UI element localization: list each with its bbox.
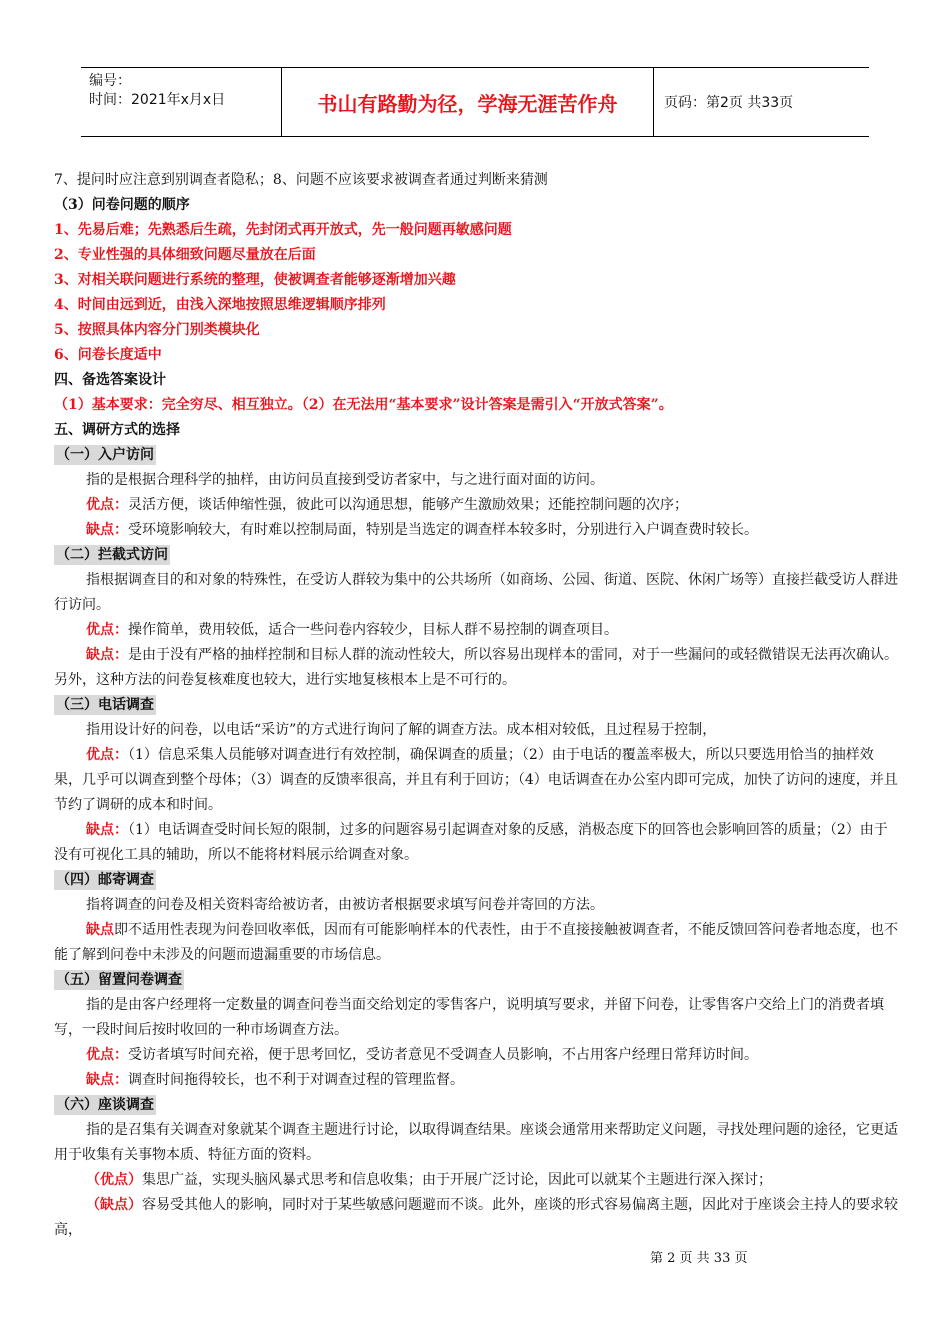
paragraph [54, 643, 898, 693]
paragraph: 指将调查的问卷及相关资料寄给被访者，由被访者根据要求填写问卷并寄回的方法。 [86, 897, 604, 913]
con-text: 受环境影响较大，有时难以控制局面，特别是当选定的调查样本较多时，分别进行入户调查费时较长。 [128, 522, 758, 538]
pro-text: 受访者填写时间充裕，便于思考回忆，受访者意见不受调查人员影响，不占用客户经理日常拜访时间。 [128, 1047, 758, 1063]
paragraph [54, 1068, 898, 1093]
pro-label: 优点： [86, 497, 128, 513]
pro-label: （优点） [86, 1172, 142, 1188]
con-text: 容易受其他人的影响，同时对于某些敏感问题避而不谈。此外，座谈的形式容易偏离主题，因此对于座谈会主持人的要求较高， [54, 1197, 898, 1238]
section-heading: 四、备选答案设计 [54, 372, 166, 388]
pro-text: 操作简单，费用较低，适合一些问卷内容较少，目标人群不易控制的调查项目。 [128, 622, 618, 638]
pro-text: （1）信息采集人员能够对调查进行有效控制，确保调查的质量；（2）由于电话的覆盖率极大，所以只要选用恰当的抽样效果，几乎可以调查到整个母体；（3）调查的反馈率很高，并且有利于回访；（4）电话调查在办公室内即可完成，加快了访问的速度，并且节约了调研的成本和时间。 [54, 747, 898, 813]
section-heading: （3）问卷问题的顺序 [54, 197, 190, 213]
con-text: 即不适用性表现为问卷回收率低，因而有可能影响样本的代表性，由于不直接接触被调查者，不能反馈回答问卷者地态度，也不能了解到问卷中未涉及的问题而遗漏重要的市场信息。 [54, 922, 898, 963]
answer-design-text: （1）基本要求：完全穷尽、相互独立。（2）在无法用“基本要求”设计答案是需引入“开放式答案”。 [54, 397, 673, 413]
con-label: 缺点： [86, 647, 128, 663]
page-footer: 第 2 页 共 33 页 [650, 1251, 748, 1266]
order-item: 3、对相关联问题进行系统的整理，使被调查者能够逐渐增加兴趣 [54, 272, 456, 288]
order-item: 5、按照具体内容分门别类模块化 [54, 322, 260, 338]
header-number: 编号： [89, 73, 131, 89]
subsection-title: （五）留置问卷调查 [56, 972, 182, 988]
paragraph [54, 1193, 898, 1243]
order-item: 1、先易后难；先熟悉后生疏，先封闭式再开放式，先一般问题再敏感问题 [54, 222, 512, 238]
con-text: 是由于没有严格的抽样控制和目标人群的流动性较大，所以容易出现样本的雷同，对于一些漏问的或轻微错误无法再次确认。另外，这种方法的问卷复核难度也较大，进行实地复核根本上是不可行的。 [54, 647, 898, 688]
paragraph [54, 518, 898, 543]
document-body [54, 168, 898, 1243]
section-heading: 五、调研方式的选择 [54, 422, 180, 438]
order-item: 2、专业性强的具体细致问题尽量放在后面 [54, 247, 316, 263]
subsection-title: （三）电话调查 [56, 697, 154, 713]
page-header [81, 67, 869, 137]
pro-label: 优点： [86, 1047, 128, 1063]
paragraph [54, 818, 898, 868]
con-label: 缺点： [86, 1072, 128, 1088]
paragraph [54, 743, 898, 818]
subsection-title: （四）邮寄调查 [56, 872, 154, 888]
con-label: 缺点 [86, 922, 114, 938]
header-time: 时间：2021年x月x日 [89, 92, 226, 108]
header-motto: 书山有路勤为径，学海无涯苦作舟 [282, 68, 654, 136]
con-text: （1）电话调查受时间长短的限制，过多的问题容易引起调查对象的反感，消极态度下的回答也会影响回答的质量；（2）由于没有可视化工具的辅助，所以不能将材料展示给调查对象。 [54, 822, 888, 863]
pro-text: 集思广益，实现头脑风暴式思考和信息收集；由于开展广泛讨论，因此可以就某个主题进行深入探讨； [142, 1172, 772, 1188]
con-label: 缺点： [86, 822, 128, 838]
subsection-title: （二）拦截式访问 [56, 547, 168, 563]
header-page: 页码：第2页 共33页 [664, 95, 794, 111]
con-label: 缺点： [86, 522, 128, 538]
subsection-title: （六）座谈调查 [56, 1097, 154, 1113]
paragraph: 指用设计好的问卷，以电话“采访”的方式进行询问了解的调查方法。成本相对较低，且过程易于控制， [86, 722, 717, 738]
pro-text: 灵活方便，谈话伸缩性强，彼此可以沟通思想，能够产生激励效果；还能控制问题的次序； [128, 497, 688, 513]
paragraph: 指的是根据合理科学的抽样，由访问员直接到受访者家中，与之进行面对面的访问。 [86, 472, 604, 488]
paragraph [54, 493, 898, 518]
header-meta [81, 68, 282, 136]
order-item: 4、时间由远到近，由浅入深地按照思维逻辑顺序排列 [54, 297, 386, 313]
paragraph: 指的是由客户经理将一定数量的调查问卷当面交给划定的零售客户，说明填写要求，并留下问卷，让零售客户交给上门的消费者填写，一段时间后按时收回的一种市场调查方法。 [54, 997, 884, 1038]
paragraph [54, 1043, 898, 1068]
text-line: 7、提问时应注意到别调查者隐私；8、问题不应该要求被调查者通过判断来猜测 [54, 172, 548, 188]
order-item: 6、问卷长度适中 [54, 347, 162, 363]
subsection-title: （一）入户访问 [56, 447, 154, 463]
paragraph [54, 1168, 898, 1193]
con-label: （缺点） [86, 1197, 142, 1213]
pro-label: 优点： [86, 622, 128, 638]
pro-label: 优点： [86, 747, 128, 763]
paragraph [54, 618, 898, 643]
paragraph: 指根据调查目的和对象的特殊性，在受访人群较为集中的公共场所（如商场、公园、街道、医院、休闲广场等）直接拦截受访人群进行访问。 [54, 572, 898, 613]
con-text: 调查时间拖得较长，也不利于对调查过程的管理监督。 [128, 1072, 464, 1088]
paragraph [54, 918, 898, 968]
paragraph: 指的是召集有关调查对象就某个调查主题进行讨论，以取得调查结果。座谈会通常用来帮助定义问题，寻找处理问题的途径，它更适用于收集有关事物本质、特征方面的资料。 [54, 1122, 898, 1163]
